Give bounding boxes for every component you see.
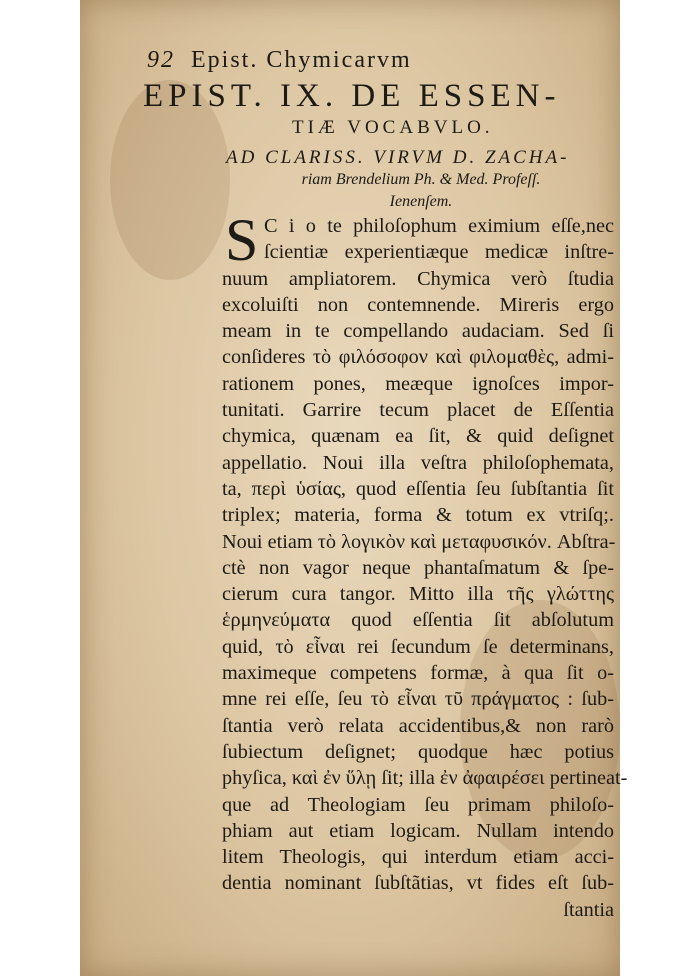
epistle-title-line1: EPIST. IX. DE ESSEN- xyxy=(143,78,561,114)
text-line: que ad Theologiam ſeu primam philoſo- xyxy=(222,793,614,816)
body-text xyxy=(222,207,628,923)
text-line: litem Theologis, qui interdum etiam acci- xyxy=(222,846,614,869)
text-line: dentia nominant ſubſtãtias, vt fides eſt ſub- xyxy=(222,872,614,895)
text-line: conſideres τὸ φιλόσοφον καὶ φιλομαθὲς, admi- xyxy=(222,346,614,369)
drop-cap: S xyxy=(225,207,259,273)
text-line: ctè non vagor neque phantaſmatum & ſpe- xyxy=(222,556,614,579)
text-line: rationem pones, meæque ignoſces impor- xyxy=(222,372,614,395)
salutation-line2: riam Brendelium Ph. & Med. Profeſſ. xyxy=(301,171,541,188)
text-line: quid, τὸ εἶναι rei ſecundum ſe determinans, xyxy=(222,635,614,658)
text-line: ſcientiæ experientiæque medicæ inſtre- xyxy=(264,241,614,264)
text-line: ſubiectum deſignet; quodque hæc potius xyxy=(222,740,614,763)
text-line: ſtantia verò relata accidentibus,& non rarò xyxy=(222,714,614,737)
salutation-line1: AD CLARISS. VIRVM D. ZACHA- xyxy=(226,147,570,168)
text-line: Noui etiam τὸ λογικὸν καὶ μεταφυσικόν. Abſtra- xyxy=(222,530,616,553)
text-line: chymica, quænam ea ſit, & quid deſignet xyxy=(222,425,614,448)
text-line: triplex; materia, forma & totum ex vtriſq;. xyxy=(222,504,614,527)
text-line: ſtantia xyxy=(563,898,614,921)
salutation-line3: Ienenſem. xyxy=(389,193,453,210)
text-line: excoluiſti non contemnende. Mireris ergo xyxy=(222,293,614,316)
text-line: tunitati. Garrire tecum placet de Eſſentia xyxy=(222,399,614,422)
salutation xyxy=(226,147,616,213)
running-head xyxy=(147,47,412,74)
text-line: phyſica, καὶ ἐν ὕλῃ ſit; illa ἐν ἀφαιρέσει pertineat- xyxy=(222,767,628,790)
text-line: maximeque competens formæ, à qua ſit o- xyxy=(222,662,614,685)
text-line: nuum ampliatorem. Chymica verò ſtudia xyxy=(222,267,614,290)
epistle-title-line2: TIÆ VOCABVLO. xyxy=(292,117,494,138)
text-line: meam in te compellando audaciam. Sed ſi xyxy=(222,320,614,343)
running-title: Epist. Chymicarvm xyxy=(191,47,412,73)
text-line: ἑρμηνεύματα quod eſſentia ſit abſolutum xyxy=(222,609,614,632)
text-line: ta, περὶ ὑσίας, quod eſſentia ſeu ſubſtantia ſit xyxy=(222,477,614,500)
text-line: phiam aut etiam logicam. Nullam intendo xyxy=(222,819,614,842)
text-line: C i o te philoſophum eximium eſſe,nec xyxy=(264,215,614,237)
text-line: mne rei eſſe, ſeu τὸ εἶναι τῦ πράγματος : ſub- xyxy=(222,688,614,711)
text-line: cierum cura tangor. Mitto illa τῆς γλώττης xyxy=(222,583,614,606)
page-number: 92 xyxy=(147,47,175,73)
text-line: appellatio. Noui illa veſtra philoſophemata, xyxy=(222,451,614,474)
